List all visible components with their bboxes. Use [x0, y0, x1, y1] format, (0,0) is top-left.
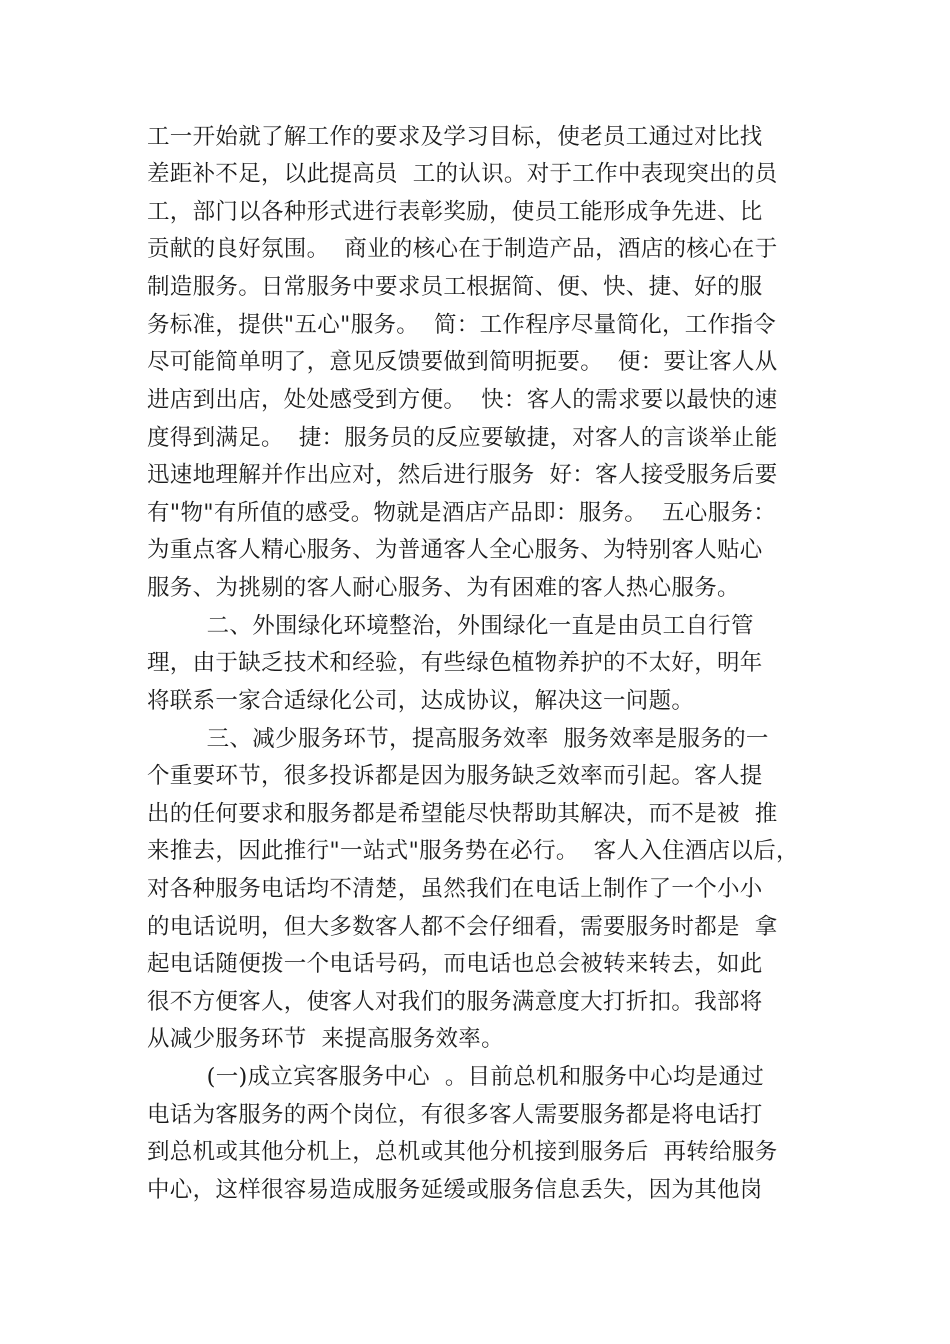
- text-line: 理，由于缺乏技术和经验，有些绿色植物养护的不太好，明年: [147, 650, 763, 676]
- text-line: 度得到满足。 捷：服务员的反应要敏捷，对客人的言谈举止能: [147, 425, 778, 451]
- text-line: 二、外围绿化环境整治，外围绿化一直是由员工自行管: [147, 613, 754, 639]
- text-line: 工，部门以各种形式进行表彰奖励，使员工能形成争先进、比: [147, 199, 763, 225]
- text-line: 工一开始就了解工作的要求及学习目标，使老员工通过对比找: [147, 124, 763, 150]
- text-line: 个重要环节，很多投诉都是因为服务缺乏效率而引起。客人提: [147, 763, 763, 789]
- text-line: 进店到出店，处处感受到方便。 快：客人的需求要以最快的速: [147, 387, 778, 413]
- text-line: (一)成立宾客服务中心 。目前总机和服务中心均是通过: [147, 1064, 765, 1090]
- text-line: 迅速地理解并作出应对，然后进行服务 好：客人接受服务后要: [147, 462, 778, 488]
- text-line: 电话为客服务的两个岗位，有很多客人需要服务都是将电话打: [147, 1102, 763, 1128]
- text-line: 起电话随便拨一个电话号码，而电话也总会被转来转去，如此: [147, 951, 763, 977]
- text-line: 出的任何要求和服务都是希望能尽快帮助其解决，而不是被 推: [147, 801, 778, 827]
- text-line: 三、减少服务环节，提高服务效率 服务效率是服务的一: [147, 726, 769, 752]
- text-line: 服务、为挑剔的客人耐心服务、为有困难的客人热心服务。: [147, 575, 740, 601]
- text-line: 对各种服务电话均不清楚，虽然我们在电话上制作了一个小小: [147, 876, 763, 902]
- text-line: 将联系一家合适绿化公司，达成协议，解决这一问题。: [147, 688, 695, 714]
- text-line: 制造服务。日常服务中要求员工根据简、便、快、捷、好的服: [147, 274, 763, 300]
- text-line: 尽可能简单明了，意见反馈要做到简明扼要。 便：要让客人从: [147, 349, 778, 375]
- text-line: 差距补不足，以此提高员 工的认识。对于工作中表现突出的员: [147, 161, 778, 187]
- text-line: 中心，这样很容易造成服务延缓或服务信息丢失，因为其他岗: [147, 1177, 763, 1203]
- text-line: 到总机或其他分机上，总机或其他分机接到服务后 再转给服务: [147, 1139, 778, 1165]
- text-line: 来推去，因此推行"一站式"服务势在必行。 客人入住酒店以后，: [147, 838, 799, 864]
- text-line: 很不方便客人，使客人对我们的服务满意度大打折扣。我部将: [147, 989, 763, 1015]
- text-line: 有"物"有所值的感受。物就是酒店产品即：服务。 五心服务：: [147, 500, 777, 526]
- text-line: 贡献的良好氛围。 商业的核心在于制造产品，酒店的核心在于: [147, 236, 778, 262]
- text-line: 务标准，提供"五心"服务。 简：工作程序尽量简化，工作指令: [147, 312, 777, 338]
- text-line: 从减少服务环节 来提高服务效率。: [147, 1026, 504, 1052]
- text-line: 的电话说明，但大多数客人都不会仔细看，需要服务时都是 拿: [147, 914, 778, 940]
- text-line: 为重点客人精心服务、为普通客人全心服务、为特别客人贴心: [147, 537, 763, 563]
